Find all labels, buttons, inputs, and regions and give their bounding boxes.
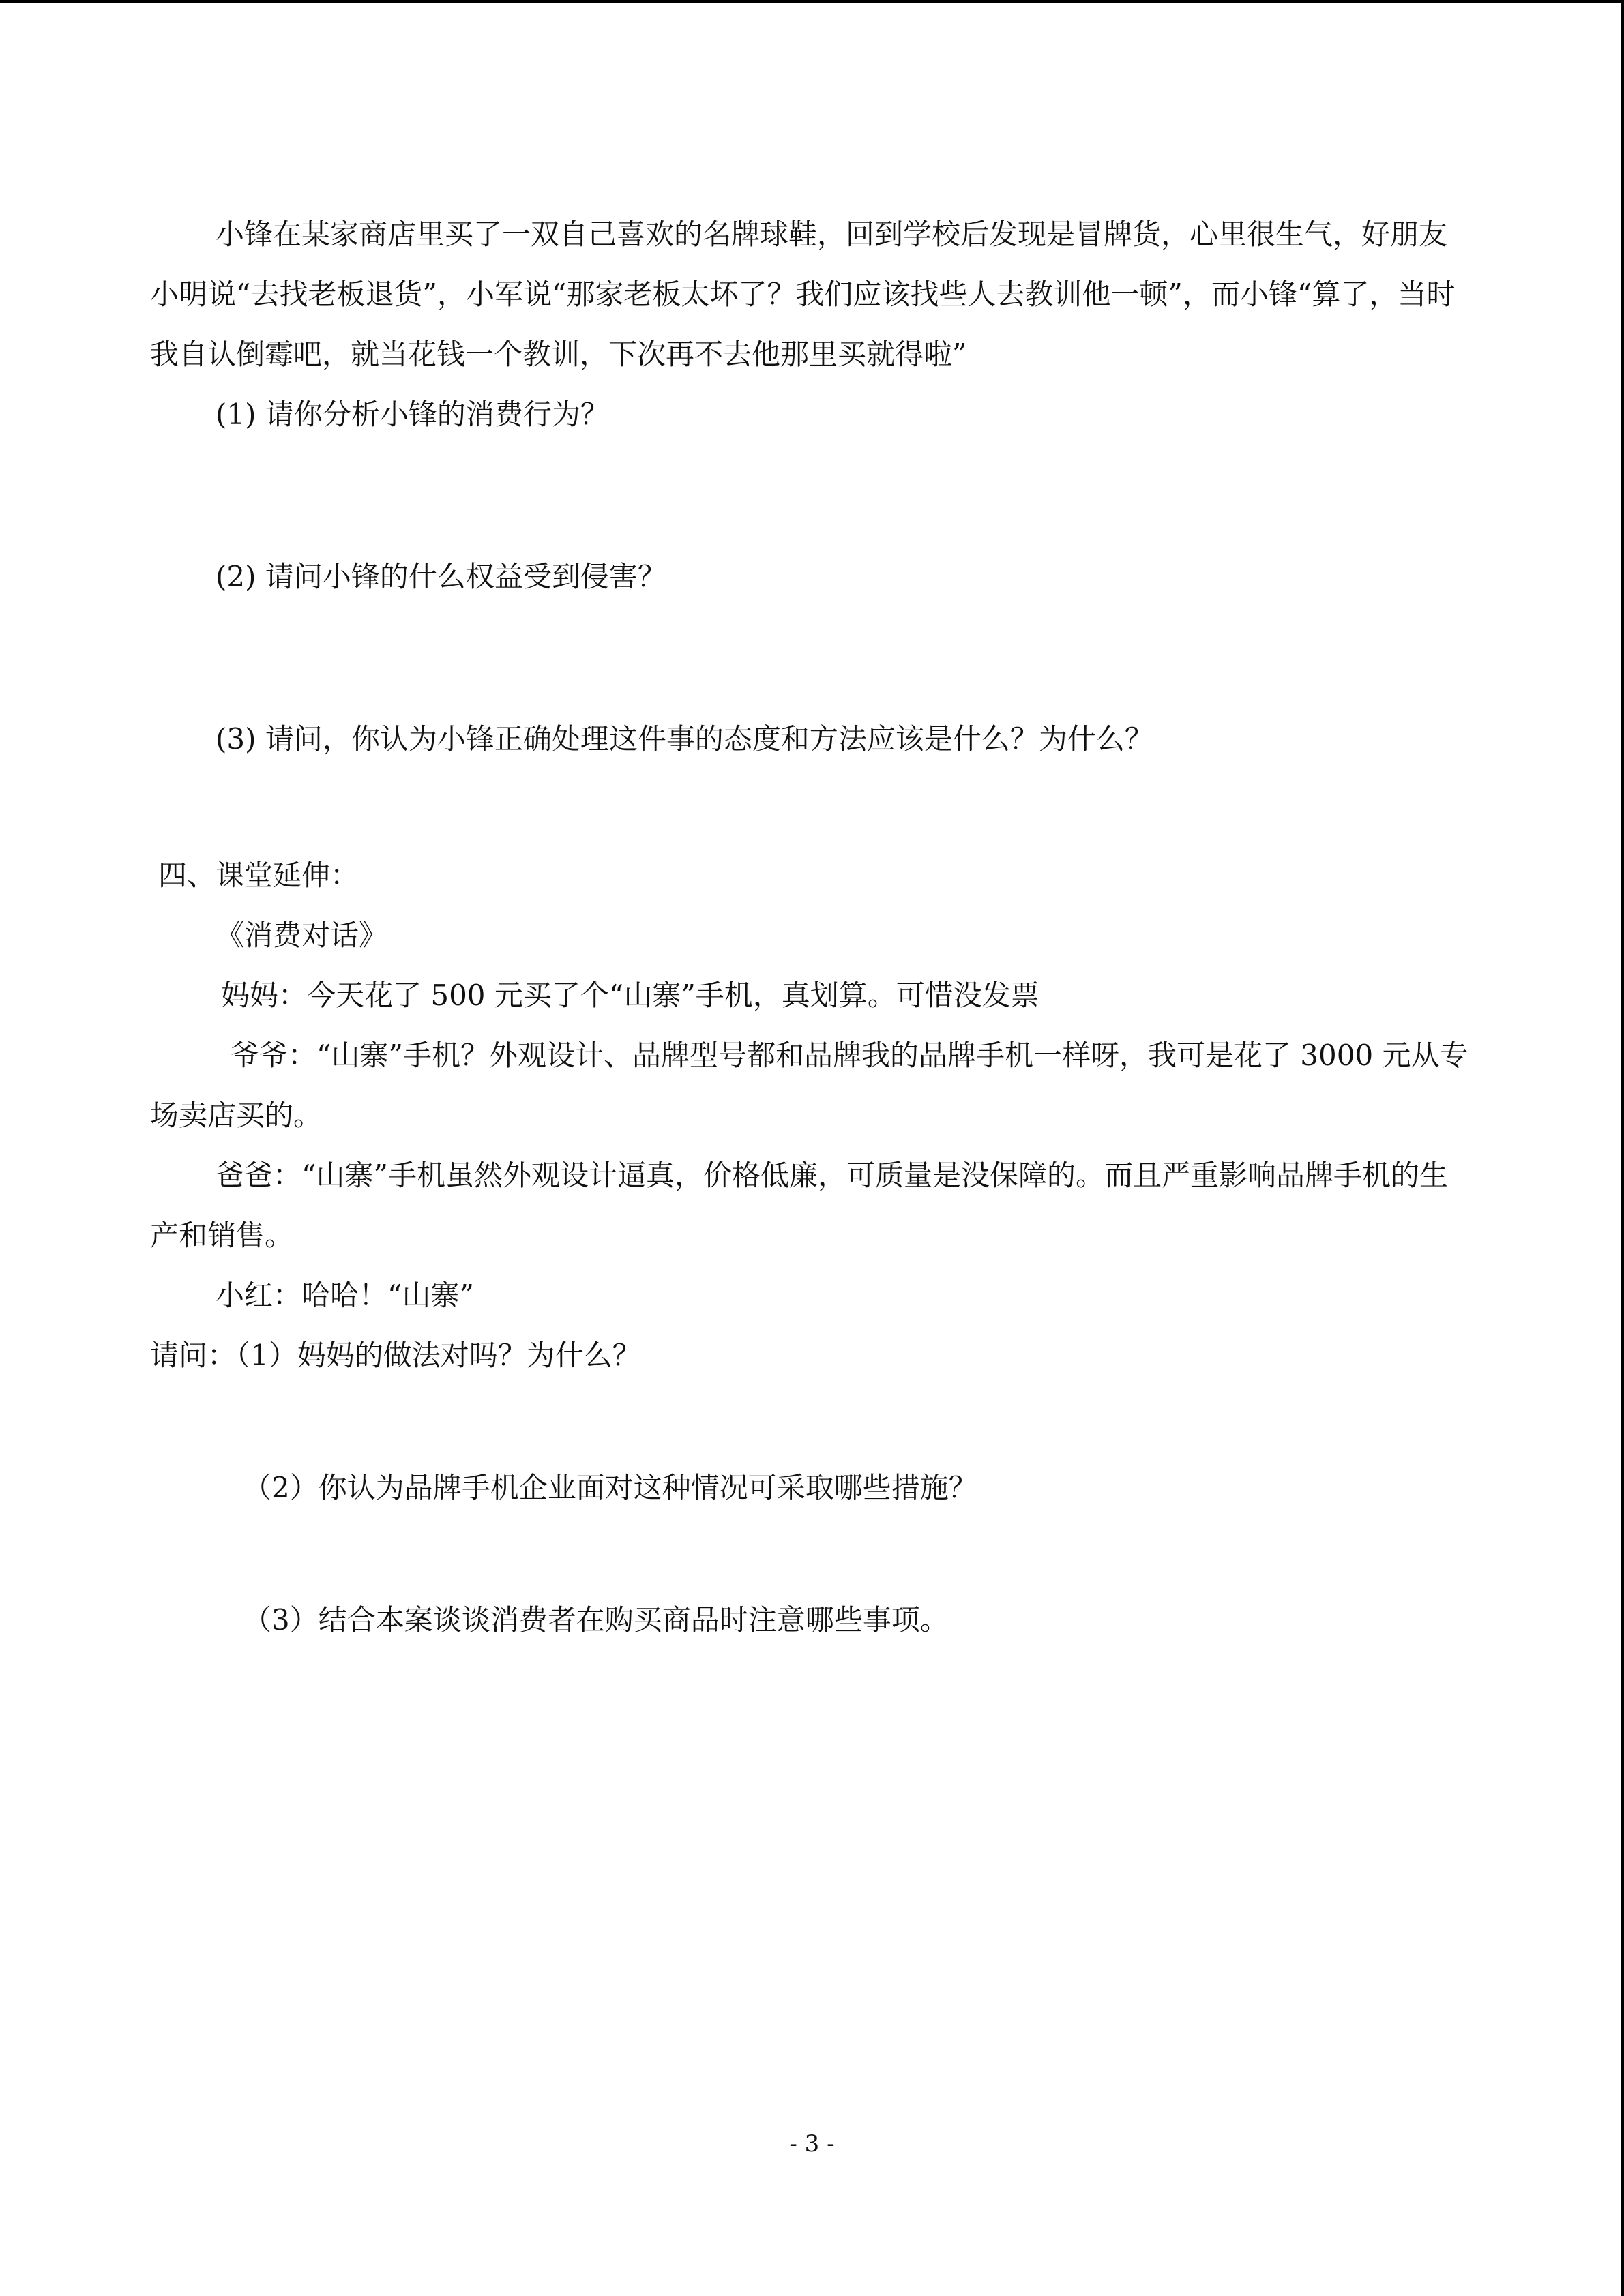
dialogue-title: 《消费对话》 bbox=[216, 919, 388, 952]
dialogue-line-grandpa: 爷爷：“山寨”手机？外观设计、品牌型号都和品牌我的品牌手机一样呀，我可是花了 3000 元从专场卖店买的。 bbox=[150, 1039, 1468, 1132]
extension-question-3: （3）结合本案谈谈消费者在购买商品时注意哪些事项。 bbox=[243, 1603, 949, 1637]
answer-space bbox=[150, 769, 1473, 846]
answer-space bbox=[150, 607, 1473, 709]
dialogue-line-dad: 爸爸：“山寨”手机虽然外观设计逼真，价格低廉，可质量是没保障的。而且严重影响品牌手机的生产和销售。 bbox=[150, 1159, 1448, 1252]
section-heading: 四、课堂延伸： bbox=[158, 859, 359, 892]
answer-space bbox=[150, 445, 1473, 547]
case-question-3: (3) 请问，你认为小锋正确处理这件事的态度和方法应该是什么？为什么？ bbox=[216, 722, 1153, 756]
extension-question-2: （2）你认为品牌手机企业面对这种情况可采取哪些措施？ bbox=[243, 1471, 977, 1504]
answer-space bbox=[150, 1386, 1473, 1458]
extension-question-intro: 请问：（1）妈妈的做法对吗？为什么？ bbox=[150, 1339, 641, 1372]
case-question-2: (2) 请问小锋的什么权益受到侵害？ bbox=[216, 560, 666, 593]
dialogue-line-xiaohong: 小红：哈哈！“山寨” bbox=[216, 1279, 474, 1312]
case-question-1: (1) 请你分析小锋的消费行为？ bbox=[216, 398, 609, 431]
page-number: - 3 - bbox=[789, 2130, 835, 2158]
document-body bbox=[150, 205, 1473, 1650]
case-paragraph: 小锋在某家商店里买了一双自己喜欢的名牌球鞋，回到学校后发现是冒牌货，心里很生气，好朋友小明说“去找老板退货”，小军说“那家老板太坏了？我们应该找些人去教训他一顿”，而小锋“算了，当时我自认倒霉吧，就当花钱一个教训，下次再不去他那里买就得啦” bbox=[150, 218, 1456, 371]
answer-space bbox=[150, 1518, 1473, 1590]
dialogue-line-mom: 妈妈：今天花了 500 元买了个“山寨”手机，真划算。可惜没发票 bbox=[221, 979, 1039, 1012]
